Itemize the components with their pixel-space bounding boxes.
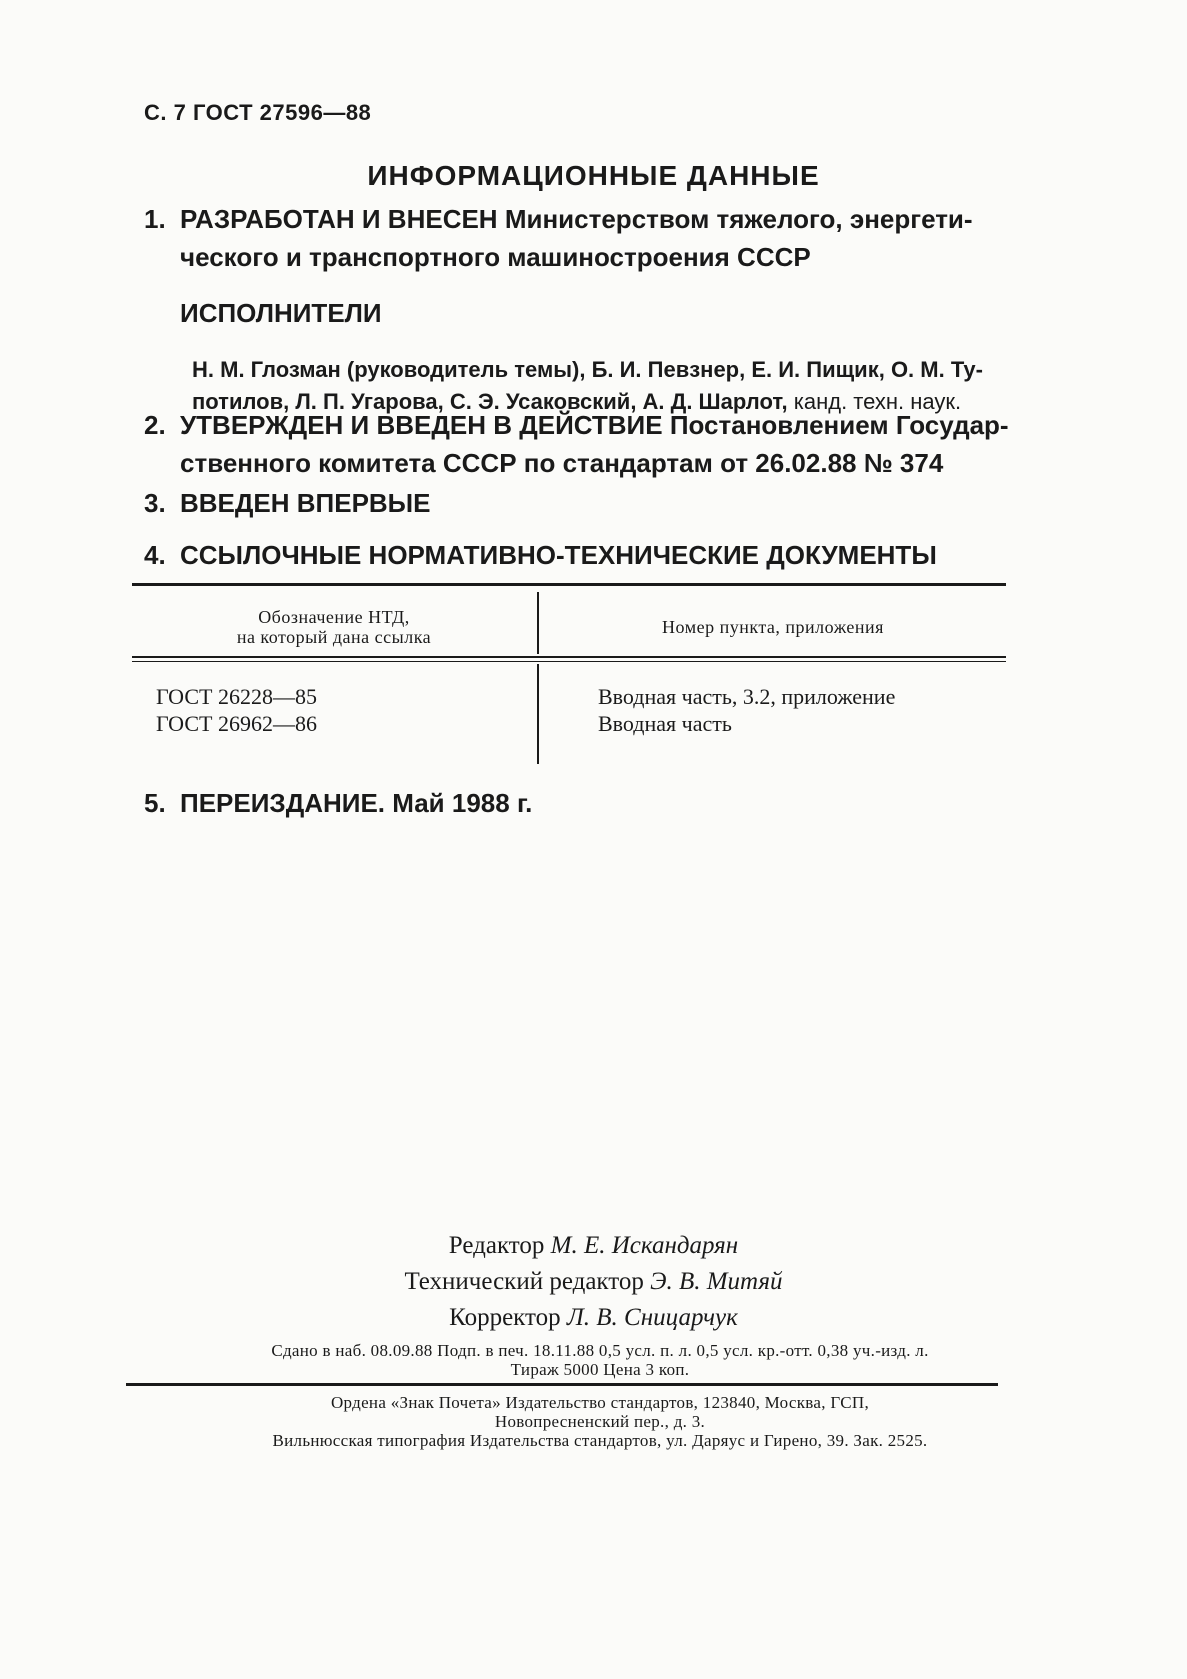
credit-tech-editor	[0, 1264, 1187, 1300]
publisher-line1: Ордена «Знак Почета» Издательство стандартов, 123840, Москва, ГСП,	[330, 1393, 870, 1412]
section-3-number: 3.	[144, 488, 166, 518]
table-header-col2: Номер пункта, приложения	[662, 617, 884, 637]
print-info	[130, 1341, 1070, 1379]
credits	[0, 1228, 1187, 1336]
table-header-col1-line1: Обозначение НТД,	[258, 607, 410, 627]
table-header-col1	[132, 607, 536, 647]
table-cell-doc: ГОСТ 26962—86	[156, 711, 317, 736]
section-1-number: 1.	[144, 204, 166, 234]
credit-name: Э. В. Митяй	[650, 1268, 783, 1295]
section-5-number: 5.	[144, 788, 166, 818]
section-1-text-line2: ческого и транспортного машиностроения СССР	[180, 242, 811, 272]
section-2	[144, 406, 1084, 482]
section-4-number: 4.	[144, 540, 166, 570]
print-info-line1: Сдано в наб. 08.09.88 Подп. в печ. 18.11.88 0,5 усл. п. л. 0,5 усл. кр.-отт. 0,38 уч.-изд. л.	[271, 1341, 929, 1360]
print-info-line2: Тираж 5000 Цена 3 коп.	[510, 1360, 690, 1379]
section-1-lead: РАЗРАБОТАН И ВНЕСЕН	[180, 204, 498, 234]
table-header-rule-1	[132, 656, 1006, 658]
section-3	[144, 484, 1084, 522]
table-top-rule	[132, 583, 1006, 586]
publisher-line2: Новопресненский пер., д. 3.	[494, 1412, 706, 1431]
section-2-text-line1: Постановлением Государ-	[669, 410, 1009, 440]
page-title: ИНФОРМАЦИОННЫЕ ДАННЫЕ	[367, 160, 820, 191]
table-header-col1-line2: на который дана ссылка	[236, 627, 432, 647]
credit-editor	[0, 1228, 1187, 1264]
credit-name: М. Е. Искандарян	[550, 1232, 739, 1259]
section-2-lead: УТВЕРЖДЕН И ВВЕДЕН В ДЕЙСТВИЕ	[180, 410, 663, 440]
section-2-number: 2.	[144, 410, 166, 440]
section-1	[144, 200, 1084, 276]
table-body-divider	[537, 664, 539, 764]
section-4-text: ССЫЛОЧНЫЕ НОРМАТИВНО-ТЕХНИЧЕСКИЕ ДОКУМЕНТЫ	[180, 540, 937, 570]
credit-proofreader	[0, 1300, 1187, 1336]
section-3-text: ВВЕДЕН ВПЕРВЫЕ	[180, 488, 431, 518]
credit-role: Редактор	[448, 1232, 545, 1259]
executors-label: ИСПОЛНИТЕЛИ	[180, 298, 382, 328]
section-5-text: ПЕРЕИЗДАНИЕ. Май 1988 г.	[180, 788, 533, 818]
credit-role: Корректор	[449, 1304, 561, 1331]
section-5	[144, 784, 1084, 822]
executors-degree: канд. техн. наук.	[793, 389, 962, 414]
credit-name: Л. В. Сницарчук	[566, 1304, 738, 1331]
publisher-info	[130, 1393, 1070, 1450]
publisher-line3: Вильнюсская типография Издательства стандартов, ул. Даряус и Гирено, 39. Зак. 2525.	[272, 1431, 928, 1450]
table-header-rule-2	[132, 661, 1006, 662]
table-cell-ref: Вводная часть	[598, 711, 732, 736]
section-2-text-line2: ственного комитета СССР по стандартам от 26.02.88 № 374	[180, 448, 944, 478]
table-row	[598, 683, 895, 737]
table-header-divider	[537, 592, 539, 654]
table-cell-doc: ГОСТ 26228—85	[156, 684, 317, 709]
section-1-text-line1: Министерством тяжелого, энергети-	[504, 204, 973, 234]
page-header: С. 7 ГОСТ 27596—88	[144, 100, 372, 125]
section-4	[144, 536, 1084, 574]
executors-line1: Н. М. Глозман (руководитель темы), Б. И. Певзнер, Е. И. Пищик, О. М. Ту-	[192, 357, 983, 382]
credit-role: Технический редактор	[404, 1268, 644, 1295]
imprint-rule	[126, 1383, 998, 1386]
table-row	[156, 683, 317, 737]
table-cell-ref: Вводная часть, 3.2, приложение	[598, 684, 896, 709]
executors-line2: потилов, Л. П. Угарова, С. Э. Усаковский, А. Д. Шарлот,	[192, 389, 788, 414]
